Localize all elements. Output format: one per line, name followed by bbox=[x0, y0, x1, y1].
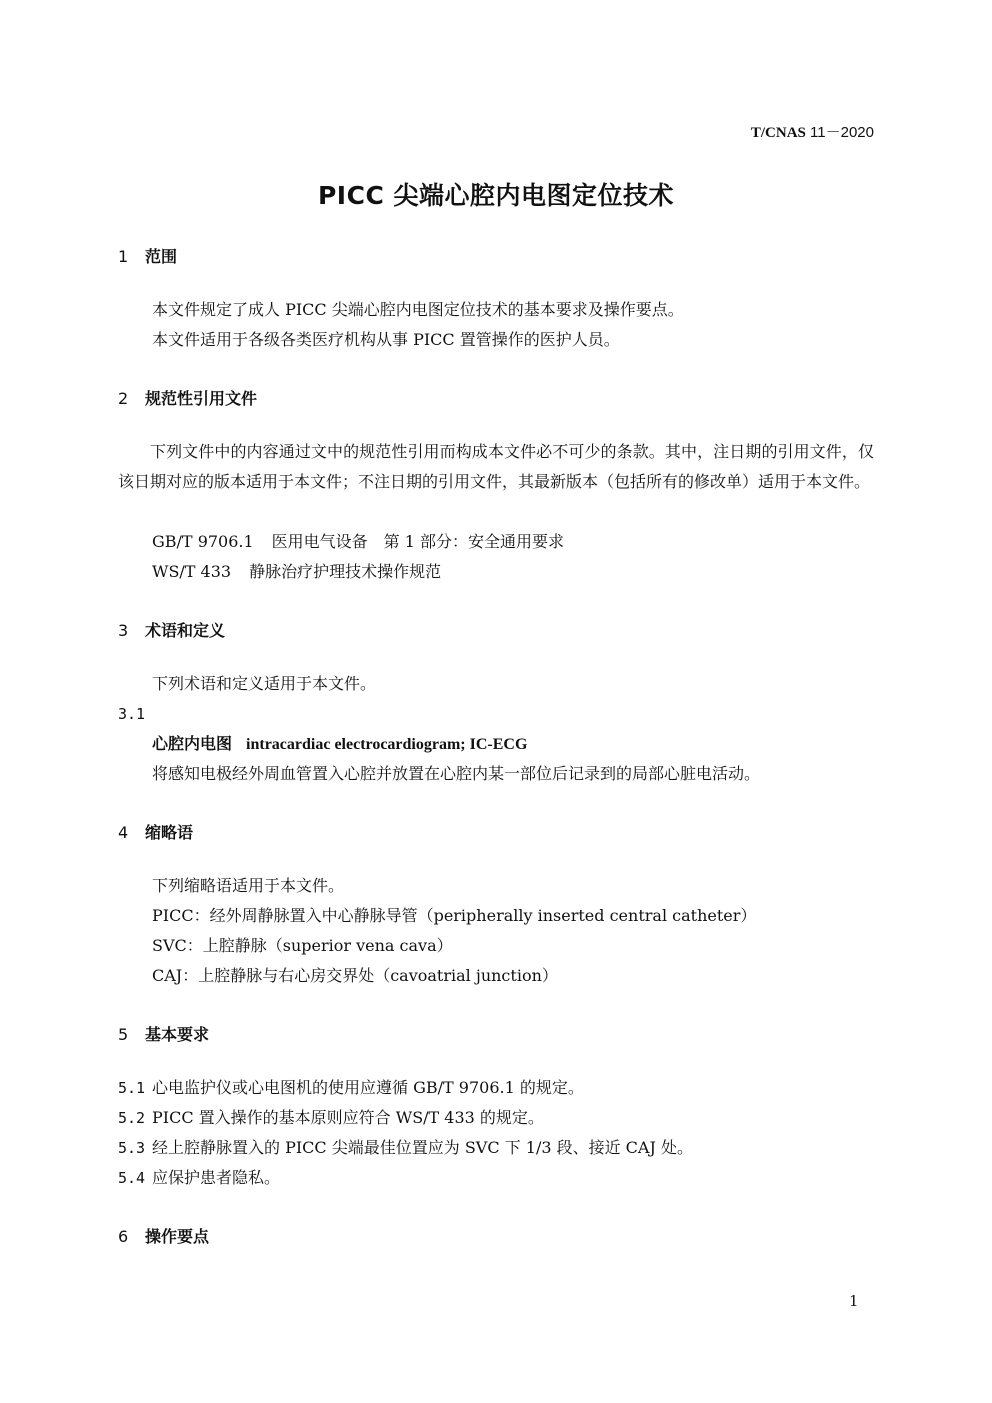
section-4-heading: 4 缩略语 bbox=[118, 823, 194, 842]
term-number: 3.1 bbox=[118, 705, 146, 723]
section-5-heading: 5 基本要求 bbox=[118, 1025, 210, 1044]
abbreviation-item: PICC：经外周静脉置入中心静脉导管（peripherally inserted central catheter） bbox=[152, 906, 757, 925]
clause-item: 5.4 应保护患者隐私。 bbox=[118, 1168, 281, 1187]
document-title: PICC 尖端心腔内电图定位技术 bbox=[317, 181, 675, 210]
term-entry: 心腔内电图 intracardiac electrocardiogram; IC-ECG bbox=[152, 734, 528, 753]
paragraph: 本文件规定了成人 PICC 尖端心腔内电图定位技术的基本要求及操作要点。 bbox=[152, 300, 684, 319]
normative-reference: WS/T 433 静脉治疗护理技术操作规范 bbox=[152, 562, 442, 581]
term-definition: 将感知电极经外周血管置入心腔并放置在心腔内某一部位后记录到的局部心脏电活动。 bbox=[152, 764, 761, 783]
section-2-heading: 2 规范性引用文件 bbox=[118, 389, 258, 408]
document-code: T/CNAS 11－2020 bbox=[750, 124, 874, 141]
clause-item: 5.1 心电监护仪或心电图机的使用应遵循 GB/T 9706.1 的规定。 bbox=[118, 1078, 584, 1097]
abbreviation-item: SVC：上腔静脉（superior vena cava） bbox=[152, 936, 453, 955]
paragraph: 本文件适用于各级各类医疗机构从事 PICC 置管操作的医护人员。 bbox=[152, 330, 620, 349]
section-6-heading: 6 操作要点 bbox=[118, 1227, 210, 1246]
paragraph: 下列缩略语适用于本文件。 bbox=[152, 876, 345, 895]
paragraph: 下列文件中的内容通过文中的规范性引用而构成本文件必不可少的条款。其中，注日期的引用文件，仅该日期对应的版本适用于本文件；不注日期的引用文件，其最新版本（包括所有的修改单）适用于本文件。 bbox=[118, 442, 874, 491]
abbreviation-item: CAJ：上腔静脉与右心房交界处（cavoatrial junction） bbox=[152, 966, 558, 985]
clause-item: 5.2 PICC 置入操作的基本原则应符合 WS/T 433 的规定。 bbox=[118, 1108, 544, 1127]
clause-item: 5.3 经上腔静脉置入的 PICC 尖端最佳位置应为 SVC 下 1/3 段、接近 CAJ 处。 bbox=[118, 1138, 693, 1157]
page-number: 1 bbox=[849, 1292, 859, 1310]
section-3-heading: 3 术语和定义 bbox=[118, 621, 226, 640]
normative-reference: GB/T 9706.1 医用电气设备 第 1 部分：安全通用要求 bbox=[152, 532, 565, 551]
paragraph: 下列术语和定义适用于本文件。 bbox=[152, 674, 377, 693]
section-1-heading: 1 范围 bbox=[118, 247, 178, 266]
